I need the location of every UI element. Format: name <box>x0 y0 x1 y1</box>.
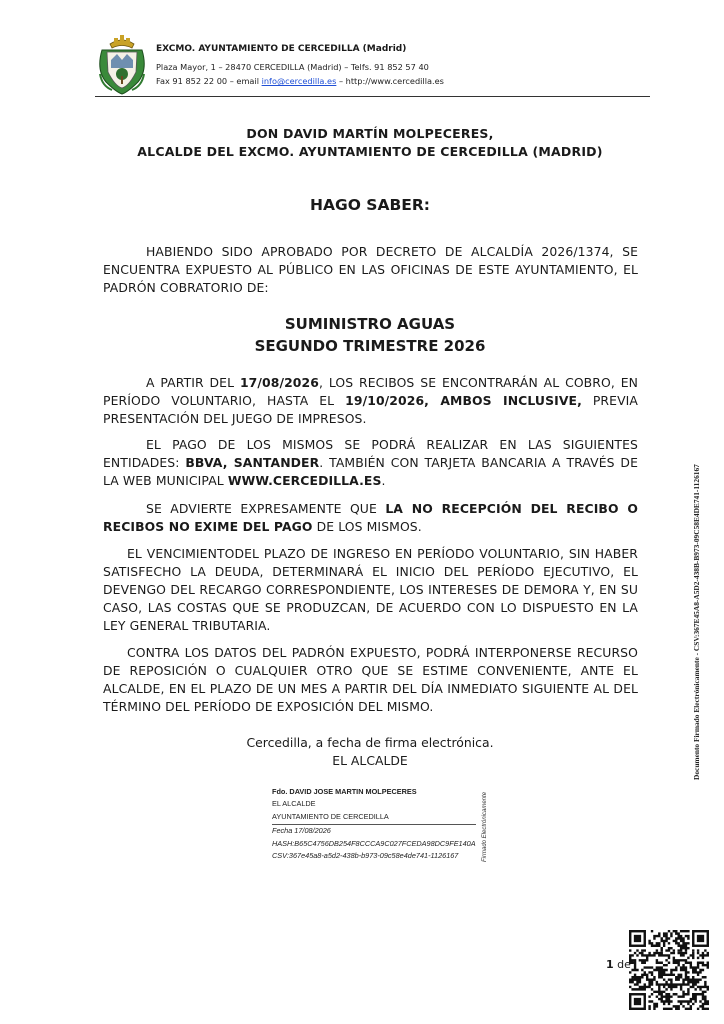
institution-contact <box>156 76 444 86</box>
p2-text-c: . TAMBIÉN CON TARJETA BANCARIA A TRAVÉS DE LA WEB MUNICIPAL <box>103 455 638 488</box>
qr-code[interactable] <box>629 930 709 1010</box>
email-link[interactable]: info@cercedilla.es <box>261 76 337 86</box>
p3-warning-bold: LA NO RECEPCIÓN DEL RECIBO O RECIBOS NO EXIME DEL PAGO <box>103 501 638 534</box>
mayor-title: ALCALDE DEL EXCMO. AYUNTAMIENTO DE CERCEDILLA (MADRID) <box>137 144 603 159</box>
side-verification-text: Documento Firmado Electrónicamente - CSV:367E45A8-A5D2-438B-B973-09C58E4DE741-1126167 <box>692 464 701 780</box>
stamp-entity: AYUNTAMIENTO DE CERCEDILLA <box>272 811 389 821</box>
p1-text-c: , LOS RECIBOS SE ENCONTRARÁN AL COBRO, EN PERÍODO VOLUNTARIO, HASTA EL <box>103 375 638 408</box>
stamp-hash: HASH:B65C4756DB254F8CCCA9C027FCEDA98DC9FE140A <box>272 838 476 848</box>
p2-banks: BBVA, SANTANDER <box>185 455 320 470</box>
intro-paragraph <box>103 243 638 297</box>
coat-of-arms-logo <box>96 34 148 96</box>
paragraph-expiry <box>103 545 638 635</box>
stamp-role: EL ALCALDE <box>272 799 316 809</box>
paragraph-appeal <box>103 644 638 716</box>
p3-text-c: DE LOS MISMOS. <box>312 519 422 534</box>
signature-stamp <box>272 786 494 862</box>
page-current: 1 <box>606 958 614 971</box>
p2-text-e: . <box>381 473 386 488</box>
paragraph-warning <box>103 500 638 536</box>
page-number <box>606 958 631 971</box>
place-date: Cercedilla, a fecha de firma electrónica. <box>246 735 494 750</box>
p5-text: CONTRA LOS DATOS DEL PADRÓN EXPUESTO, PODRÁ INTERPONERSE RECURSO DE REPOSICIÓN O CUALQUIER OTRO QUE SE ESTIME CONVENIENTE, ANTE EL ALCALDE, EN EL PLAZO DE UN MES A PARTIR DEL DÍA INMEDIATO SIGUIENTE AL DEL TÉRMINO DEL PERÍODO DE EXPOSICIÓN DEL MISMO. <box>103 645 638 714</box>
p1-end-date: 19/10/2026, AMBOS INCLUSIVE, <box>345 393 582 408</box>
subject-line-1: SUMINISTRO AGUAS <box>284 315 456 333</box>
hago-saber-heading: HAGO SABER: <box>310 196 430 214</box>
institution-name: EXCMO. AYUNTAMIENTO DE CERCEDILLA (Madrid) <box>156 44 407 54</box>
contact-prefix: Fax 91 852 22 00 – email <box>156 76 262 86</box>
p3-text-a: SE ADVIERTE EXPRESAMENTE QUE <box>146 501 386 516</box>
p1-text-a: A PARTIR DEL <box>146 375 240 390</box>
p1-start-date: 17/08/2026 <box>239 375 319 390</box>
p1-text-e: PREVIA PRESENTACIÓN DEL JUEGO DE IMPRESOS. <box>103 393 638 426</box>
page-of: de <box>613 958 631 971</box>
contact-suffix: – http://www.cercedilla.es <box>336 76 444 86</box>
closing-role: EL ALCALDE <box>332 753 408 768</box>
subject-line-2: SEGUNDO TRIMESTRE 2026 <box>254 337 486 355</box>
paragraph-payment-period <box>103 374 638 428</box>
stamp-signer: Fdo. DAVID JOSE MARTIN MOLPECERES <box>272 787 417 796</box>
stamp-date: Fecha 17/08/2026 <box>272 826 331 836</box>
p4-text: EL VENCIMIENTODEL PLAZO DE INGRESO EN PERÍODO VOLUNTARIO, SIN HABER SATISFECHO LA DEUDA, DETERMINARÁ EL INICIO DEL PERÍODO EJECUTIVO, EL DEVENGO DEL RECARGO CORRESPONDIENTE, LOS INTERESES DE DEMORA Y, EN SU CASO, LAS COSTAS QUE SE PRODUZCAN, DE ACUERDO CON LO DISPUESTO EN LA LEY GENERAL TRIBUTARIA. <box>103 546 638 633</box>
institution-address: Plaza Mayor, 1 – 28470 CERCEDILLA (Madrid) – Telfs. 91 852 57 40 <box>156 62 429 72</box>
p2-website: WWW.CERCEDILLA.ES <box>227 473 382 488</box>
intro-text: HABIENDO SIDO APROBADO POR DECRETO DE ALCALDÍA 2026/1374, SE ENCUENTRA EXPUESTO AL PÚBLICO EN LAS OFICINAS DE ESTE AYUNTAMIENTO, EL PADRÓN COBRATORIO DE: <box>103 244 638 295</box>
stamp-csv: CSV:367e45a8-a5d2-438b-b973-09c58e4de741-1126167 <box>272 850 459 860</box>
paragraph-payment-entities <box>103 436 638 490</box>
p2-text-a: EL PAGO DE LOS MISMOS SE PODRÁ REALIZAR EN LAS SIGUIENTES ENTIDADES: <box>103 437 638 470</box>
stamp-side-label: Firmado Electrónicamente <box>482 791 488 862</box>
header-divider <box>95 96 650 97</box>
mayor-name: DON DAVID MARTÍN MOLPECERES, <box>246 126 494 141</box>
